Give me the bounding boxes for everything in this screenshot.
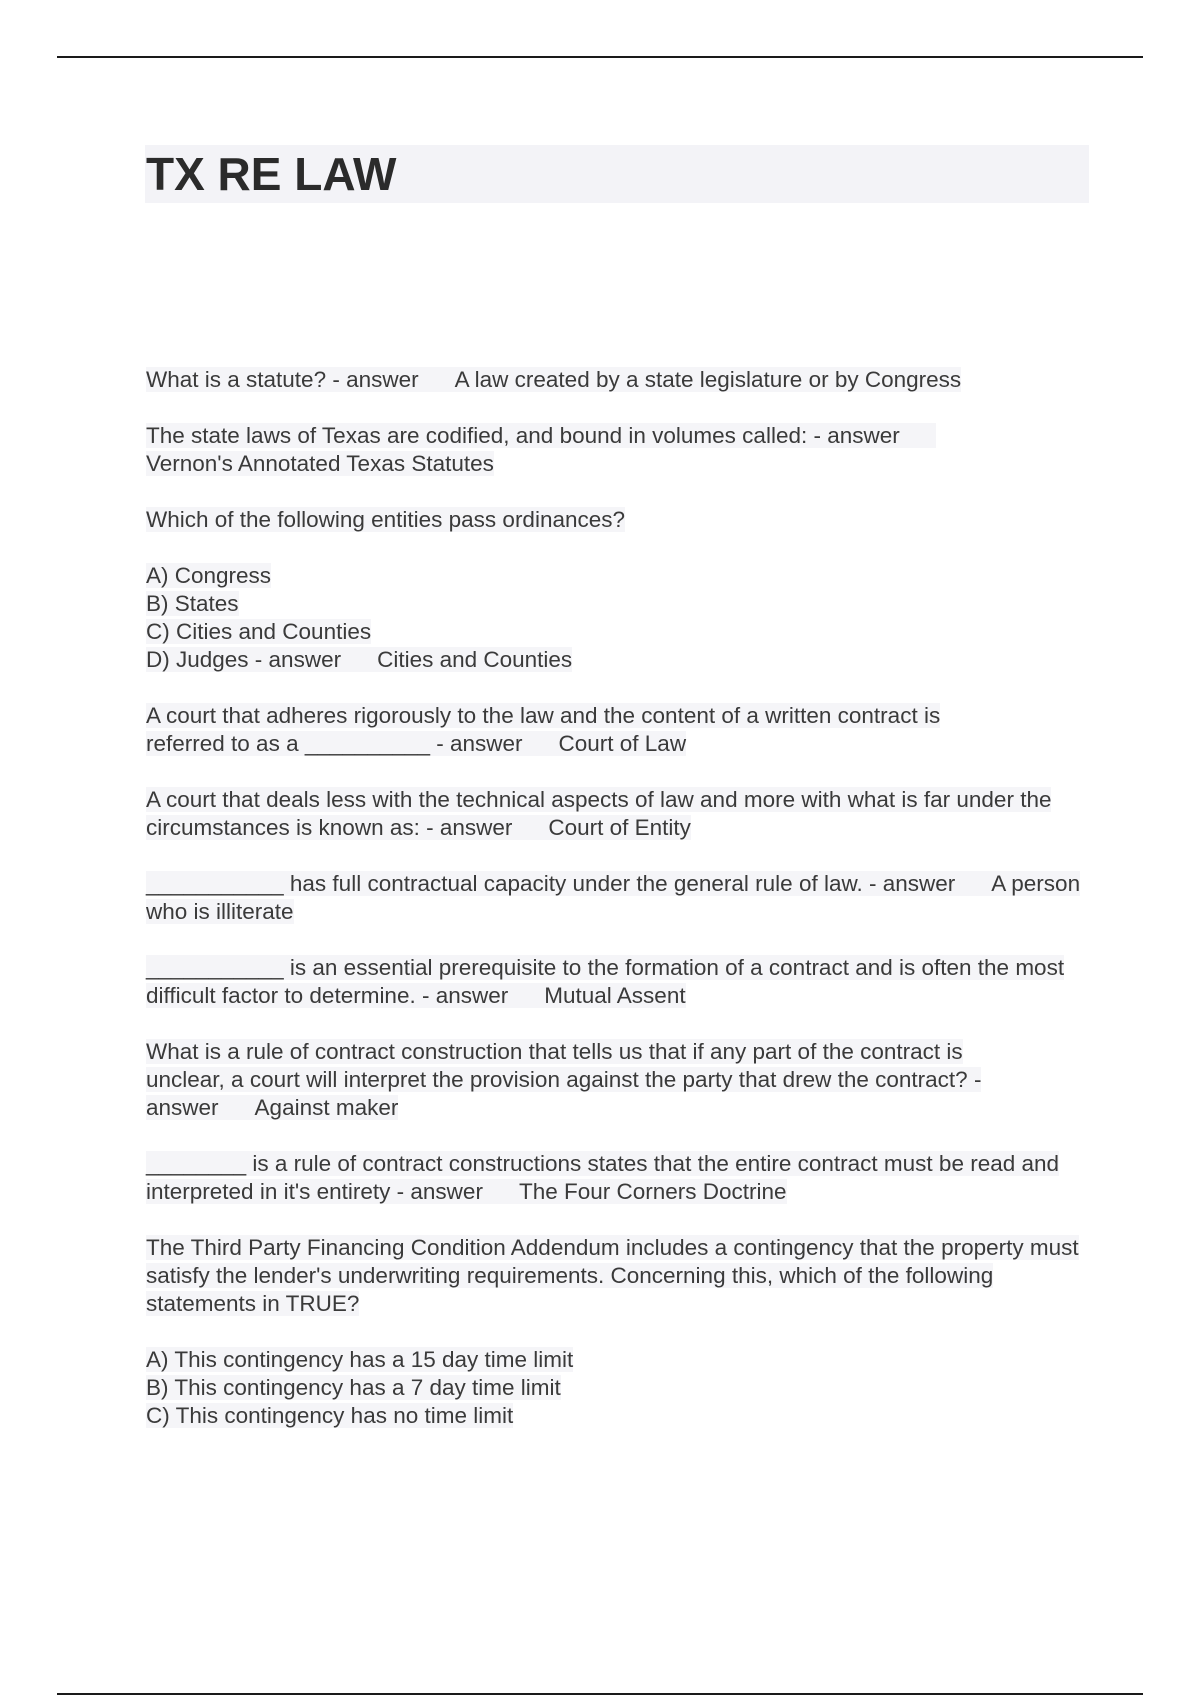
option-d [146, 646, 1090, 674]
answer-text: Court of Law [558, 731, 687, 756]
answer-text: Court of Entity [548, 815, 691, 840]
top-rule [57, 56, 1143, 58]
answer-text: A person who is illiterate [146, 871, 1081, 924]
qa-item-10-question [146, 1234, 1081, 1318]
question-text: ___________ is an essential prerequisite to the formation of a contract and is often the most difficult factor to determine. - answer [146, 955, 1065, 1008]
option-c: C) This contingency has no time limit [146, 1403, 514, 1428]
qa-item-9 [146, 1150, 1090, 1206]
answer-text: Vernon's Annotated Texas Statutes [146, 451, 494, 476]
question-text: The Third Party Financing Condition Addendum includes a contingency that the property must satisfy the lender's underwriting requirements. Concerning this, which of the following statements in TRUE? [146, 1235, 1079, 1316]
option-c: C) Cities and Counties [146, 619, 372, 644]
question-text: A court that deals less with the technical aspects of law and more with what is far under the circumstances is known as: - answer [146, 787, 1052, 840]
qa-item-5 [146, 786, 1090, 842]
qa-item-2 [146, 422, 966, 478]
option-b: B) States [146, 591, 239, 616]
option-d-text: D) Judges - answer [146, 647, 342, 672]
option-a: A) This contingency has a 15 day time limit [146, 1347, 574, 1372]
answer-text: Against maker [254, 1095, 399, 1120]
option-a: A) Congress [146, 563, 272, 588]
question-text: ________ is a rule of contract constructions states that the entire contract must be read and interpreted in it's entirety - answer [146, 1151, 1060, 1204]
document-title: TX RE LAW [146, 148, 397, 200]
bottom-rule [57, 1693, 1143, 1695]
qa-item-3-question [146, 506, 1090, 534]
qa-item-10-options [146, 1346, 1090, 1430]
option-b: B) This contingency has a 7 day time limit [146, 1375, 561, 1400]
answer-text: Mutual Assent [544, 983, 686, 1008]
question-text: What is a rule of contract construction that tells us that if any part of the contract is unclear, a court will interpret the provision against the party that drew the contract? - answer [146, 1039, 982, 1120]
qa-item-1 [146, 366, 1090, 394]
document-body [146, 366, 1090, 1458]
qa-item-4 [146, 702, 1016, 758]
answer-text: The Four Corners Doctrine [518, 1179, 787, 1204]
question-text: ___________ has full contractual capacity under the general rule of law. - answer [146, 871, 956, 896]
qa-item-3-options [146, 562, 1090, 674]
question-text: Which of the following entities pass ordinances? [146, 507, 626, 532]
qa-item-8 [146, 1038, 1046, 1122]
question-text: The state laws of Texas are codified, and bound in volumes called: - answer [146, 423, 900, 448]
question-text: What is a statute? - answer [146, 367, 419, 392]
qa-item-7 [146, 954, 1090, 1010]
answer-text: A law created by a state legislature or by Congress [454, 367, 962, 392]
qa-item-6 [146, 870, 1090, 926]
question-text: A court that adheres rigorously to the law and the content of a written contract is referred to as a __________ - answer [146, 703, 941, 756]
answer-text: Cities and Counties [377, 647, 573, 672]
